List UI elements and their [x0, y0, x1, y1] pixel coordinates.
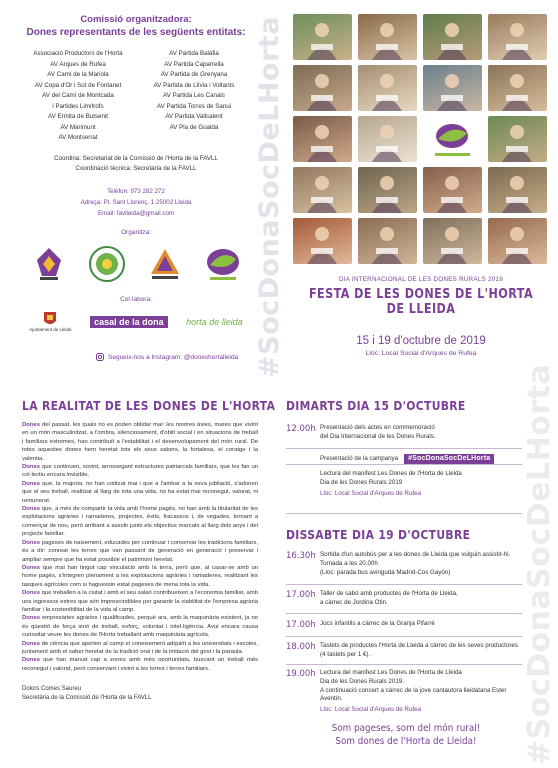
event-description — [320, 590, 518, 608]
paragraph-text: que han marxat cap a zones amb més oportunitats, buscant un treball més reconegut i valorat, però conservant i vivint a les torres i terres familiars. — [22, 657, 258, 672]
woman-photo — [293, 218, 352, 264]
event-time: 17.00h — [286, 590, 316, 600]
event-line: a càrrec de Jordina Otin. — [320, 598, 388, 606]
program-event — [286, 551, 522, 577]
closing-line-1: Som pageses, som del món rural! — [331, 723, 481, 734]
entity-item: AV Marimunt — [60, 123, 96, 131]
photo-grid — [293, 14, 549, 264]
event-divider — [286, 513, 522, 514]
paragraph-text: de ciència que aporten al camp el coneixement adquirit a les universitats i escoles, juntament amb el saber heretat de la tradició oral i de la imitació del gest i la paraula. — [22, 640, 258, 655]
favll-logo — [29, 244, 69, 284]
woman-photo — [423, 218, 482, 264]
event-divider — [286, 664, 522, 665]
woman-photo — [423, 14, 482, 60]
paragraph-lead: Dones — [22, 640, 41, 647]
event-line: (4 tastets per 1 €). — [320, 650, 371, 658]
event-divider — [286, 448, 522, 449]
entity-item: AV Pla de Gualda — [169, 123, 219, 131]
reality-paragraph — [22, 505, 258, 539]
woman-photo — [488, 167, 547, 213]
reality-article — [22, 398, 276, 703]
event-divider — [286, 464, 522, 465]
paragraph-text: pageses de naixement, educades per continuar i conservar les tradicions familiars, és a dir: conrear les terres que van passant de generació en generació i preservar i ampliar sempre que ha estat possible el patrimoni heretat. — [22, 539, 258, 563]
festival-title: FESTA DE LES DONES DE L'HORTA DE LLEIDA — [308, 287, 534, 317]
day1-title: DIMARTS DIA 15 D'OCTUBRE — [286, 398, 466, 413]
event-time: 16.30h — [286, 551, 316, 561]
paragraph-lead: Dones — [22, 422, 41, 428]
woman-photo — [488, 65, 547, 111]
coordination-text: Coordina: Secretariat de la Comissió de l'Horta de la FAVLL — [54, 154, 218, 162]
organizing-committee — [20, 14, 252, 337]
woman-photo — [423, 65, 482, 111]
paragraph-lead: Dones — [22, 539, 41, 546]
event-line: Lectura del manifest Les Dones de l'Horta de Lleida — [320, 669, 462, 676]
collaborator-logos — [20, 307, 252, 337]
paragraph-lead: Dones — [22, 590, 41, 597]
event-description — [320, 669, 518, 715]
event-time: 17.00h — [286, 620, 316, 630]
program-event — [286, 642, 522, 660]
woman-photo — [293, 65, 352, 111]
paragraph-lead: Dones — [22, 657, 41, 664]
reality-paragraph — [22, 480, 258, 505]
program-event — [286, 669, 522, 715]
program-event — [286, 424, 522, 442]
phone-text: Telèfon: 973 282 272 — [107, 187, 165, 195]
entity-item: AV Montserrat — [58, 134, 98, 141]
dones-horta-grid-logo — [423, 116, 482, 162]
entity-item: i Partides Limítrofs — [52, 102, 104, 110]
event-divider — [286, 636, 522, 637]
woman-photo — [488, 116, 547, 162]
collaborate-label: Col·labora: — [120, 295, 152, 303]
event-divider — [286, 613, 522, 614]
woman-photo — [358, 116, 417, 162]
program-event — [286, 620, 522, 630]
paragraph-text: que treballen a la ciutat i amb el seu salari contribueixen a l'economia familiar, amb uns ingressos extres que són imprescindibles per garantir la viabilitat de l'empresa agrària familiar i la sostenibilitat de la vida al camp. — [22, 590, 258, 613]
program-event — [286, 470, 522, 498]
entity-item: Associació Productors de l'Horta — [33, 50, 123, 57]
entities-right-column — [136, 49, 252, 144]
paragraph-text: que mai han tingut cap vinculació amb la terra, però que, al casar-se amb un home pagès, s'integren plenament a les explotacions agràries i ramaderes, realitzant les tasques agrícoles com si haguessin estat pageses de mena tota la vida. — [22, 564, 258, 588]
event-line: Jocs infantils a càrrec de la Granja Pifarré — [320, 620, 435, 627]
entity-item: AV Partida de Grenyana — [160, 71, 228, 78]
reality-paragraph — [22, 656, 258, 673]
entity-item: AV del Camí de Montcada — [42, 92, 114, 99]
casal-dona-logo: casal de la dona — [90, 316, 168, 328]
paragraph-text: que, a més de compartir la vida amb l'home pagès, no han amb la titularitat de les explotacions agràries i ramaderes, projectes, èxits, fracassos i, de vegades, tornant a començar de nou, però arribant a assolir junts els objectius marcats al llarg dels anys i del projecte familiar. — [22, 506, 258, 538]
email-link[interactable]: Email: favlleida@gmail.com — [97, 209, 175, 217]
woman-photo — [293, 14, 352, 60]
event-place: Lloc: Local Social d'Arques de Rufea — [320, 489, 421, 497]
paragraph-lead: Dones — [22, 480, 41, 487]
horta-lleida-logo: horta de lleida — [186, 316, 243, 327]
committee-title: Comissió organitzadora: — [80, 14, 192, 25]
event-time: 18.00h — [286, 642, 316, 652]
paragraph-text: del passat, les quals no es poden oblidar mai: les nostres àvies, mares que vivint en un món masculinitzat, a l'ombra, silenciosament, d'obilt social i en situacions de treball i familiars extremes, han contribuït a l'estabilitat i el desenvolupament del món rural. De totes aquestes dones hem heretat tots els seus sabers, la fortalesa, el coratge i la valentia. — [22, 422, 258, 462]
reality-paragraph — [22, 640, 258, 657]
event-line: Tastets de productes l'Horta de Lleida a càrrec de les seves productores — [320, 642, 518, 649]
instagram-icon — [96, 353, 104, 361]
program-event — [286, 590, 522, 608]
event-line: Lectura del manifest Les Dones de l'Horta de Lleida — [320, 470, 462, 477]
organize-label: Organitza: — [121, 228, 151, 236]
event-line: Presentació de la campanya #SocDonaSocDeLHorta — [320, 454, 518, 465]
event-description — [320, 424, 518, 442]
reality-paragraph — [22, 421, 258, 463]
closing-slogan — [300, 722, 511, 748]
entity-item: AV Arques de Rufea — [50, 60, 106, 68]
festival-dates: 15 i 19 d'octubre de 2019 — [356, 335, 486, 347]
entity-item: AV Partida Torres de Sanui — [156, 102, 232, 110]
paragraph-text: empresàries agràries i qualificades, perquè ara, amb la maquinària existent, ja no és qüestió de força sinó de treball, esforç, voluntat i intel·ligència. Avui encara causa curiositat veure les dones de l'Horta treballant amb maquinària agrícola. — [22, 615, 258, 639]
paragraph-lead: Dones — [22, 506, 41, 513]
address-text: Adreça: Pl. Sant Llorenç, 1 25002 Lleida — [80, 198, 192, 206]
woman-photo — [358, 14, 417, 60]
reality-paragraph — [22, 564, 258, 589]
paragraph-text: que continuen, sovint, arrossegant estructures patriarcals familiars, que les fan un col·lectiu encara invisible. — [22, 464, 258, 479]
woman-photo — [293, 116, 352, 162]
entity-item: AV Ermita de Butsenit — [47, 113, 109, 120]
vertical-hashtag-right: #SocDonaSocDeLHorta — [522, 363, 557, 765]
instagram-text: Segueix-nos a Instagram: @doneshortalleida — [108, 353, 239, 361]
reality-paragraph — [22, 614, 258, 639]
reality-title: LA REALITAT DE LES DONES DE L'HORTA — [22, 398, 276, 413]
event-line: del Dia Internacional de les Dones Rurals. — [320, 432, 436, 440]
entity-item: AV Copa d'Or i Sot de Fontanet — [34, 81, 122, 89]
woman-photo — [423, 167, 482, 213]
ajuntament-text: Ajuntament de Lleida — [29, 327, 72, 332]
signature-name: Dolors Comes Saureu — [22, 686, 82, 693]
instagram-follow[interactable] — [96, 353, 238, 361]
event-line: Dia de les Dones Rurals 2019 — [320, 478, 403, 486]
closing-line-2: Som dones de l'Horta de Lleida! — [335, 736, 477, 747]
event-time: 19.00h — [286, 669, 316, 679]
event-description — [320, 642, 518, 660]
woman-photo — [358, 167, 417, 213]
festival-header — [290, 276, 552, 357]
entities-left-column — [20, 49, 136, 144]
event-time: 12.00h — [286, 424, 316, 434]
entity-item: AV Partida Balàfia — [169, 50, 219, 57]
associacio-productors-logo — [87, 244, 127, 284]
event-line: Sortida d'un autobús per a les dones de Lleida que vulguin assistir-hi. — [320, 551, 511, 558]
event-line: Taller de sabó amb productes de l'Horta de Lleida, — [320, 590, 458, 597]
event-place: Lloc: Local Social d'Arques de Rufea — [320, 706, 421, 714]
woman-photo — [293, 167, 352, 213]
entity-item: AV Partida Les Canals — [163, 92, 225, 99]
event-time — [286, 470, 320, 498]
event-line: Dia de les Dones Rurals 2019. — [320, 677, 404, 685]
entity-item: AV Partida Caparrella — [164, 60, 224, 68]
paragraph-lead: Dones — [22, 464, 41, 471]
event-description — [320, 470, 518, 498]
reality-paragraph — [22, 589, 258, 614]
paragraph-text: que, la majoria, no han cotitzat mai i que a l'ambar a la seva jubilació, s'adonen que el seu treball, realitzat al llarg de tota una vida, no ha estat mai reconegut, valorat, ni remunerat. — [22, 480, 258, 504]
campaign-hashtag: #SocDonaSocDeLHorta — [404, 454, 494, 465]
event-line: (Lloc: parada bus avinguda Madrid-Cos Gayón) — [320, 568, 451, 576]
event-line: Tornada a les 20.00h — [320, 559, 378, 567]
woman-photo — [488, 218, 547, 264]
paragraph-lead: Dones — [22, 615, 41, 622]
event-line: A continuació concert a càrrec de la jove cantautora lleidatana Ester Aventín. — [320, 686, 507, 703]
technical-coordination-text: Coordinació tècnica: Secretaria de la FAVLL — [75, 164, 197, 172]
federacio-logo — [145, 244, 185, 284]
vertical-hashtag-middle: #SocDonaSocDeLHorta — [254, 15, 285, 378]
entity-item: AV Camí de la Mariola — [47, 71, 109, 78]
event-divider — [286, 584, 522, 585]
entity-item: AV Partida de Llívia i Voltants — [153, 81, 235, 89]
woman-photo — [358, 218, 417, 264]
reality-paragraph — [22, 539, 258, 564]
organizer-logos — [20, 242, 252, 286]
committee-subtitle: Dones representants de les següents entitats: — [26, 27, 246, 38]
paragraph-lead: Dones — [22, 564, 41, 571]
reality-body — [22, 421, 258, 673]
international-day-label: DIA INTERNACIONAL DE LES DONES RURALS 2019 — [338, 276, 503, 283]
signature-role: Secretària de la Comissió de l'Horta de la FAVLL — [22, 695, 152, 702]
entity-item: AV Partida Vallcalent — [165, 113, 223, 120]
woman-photo — [488, 14, 547, 60]
reality-paragraph — [22, 463, 258, 480]
festival-place: Lloc: Local Social d'Arques de Rufea — [365, 350, 477, 357]
woman-photo — [358, 65, 417, 111]
day2-title: DISSABTE DIA 19 D'OCTUBRE — [286, 527, 471, 542]
event-line: Presentació dels actes en commemoració — [320, 424, 435, 431]
event-description — [320, 551, 518, 577]
ajuntament-lleida-logo — [29, 311, 71, 332]
dones-horta-logo — [203, 244, 243, 284]
event-description — [320, 620, 518, 630]
